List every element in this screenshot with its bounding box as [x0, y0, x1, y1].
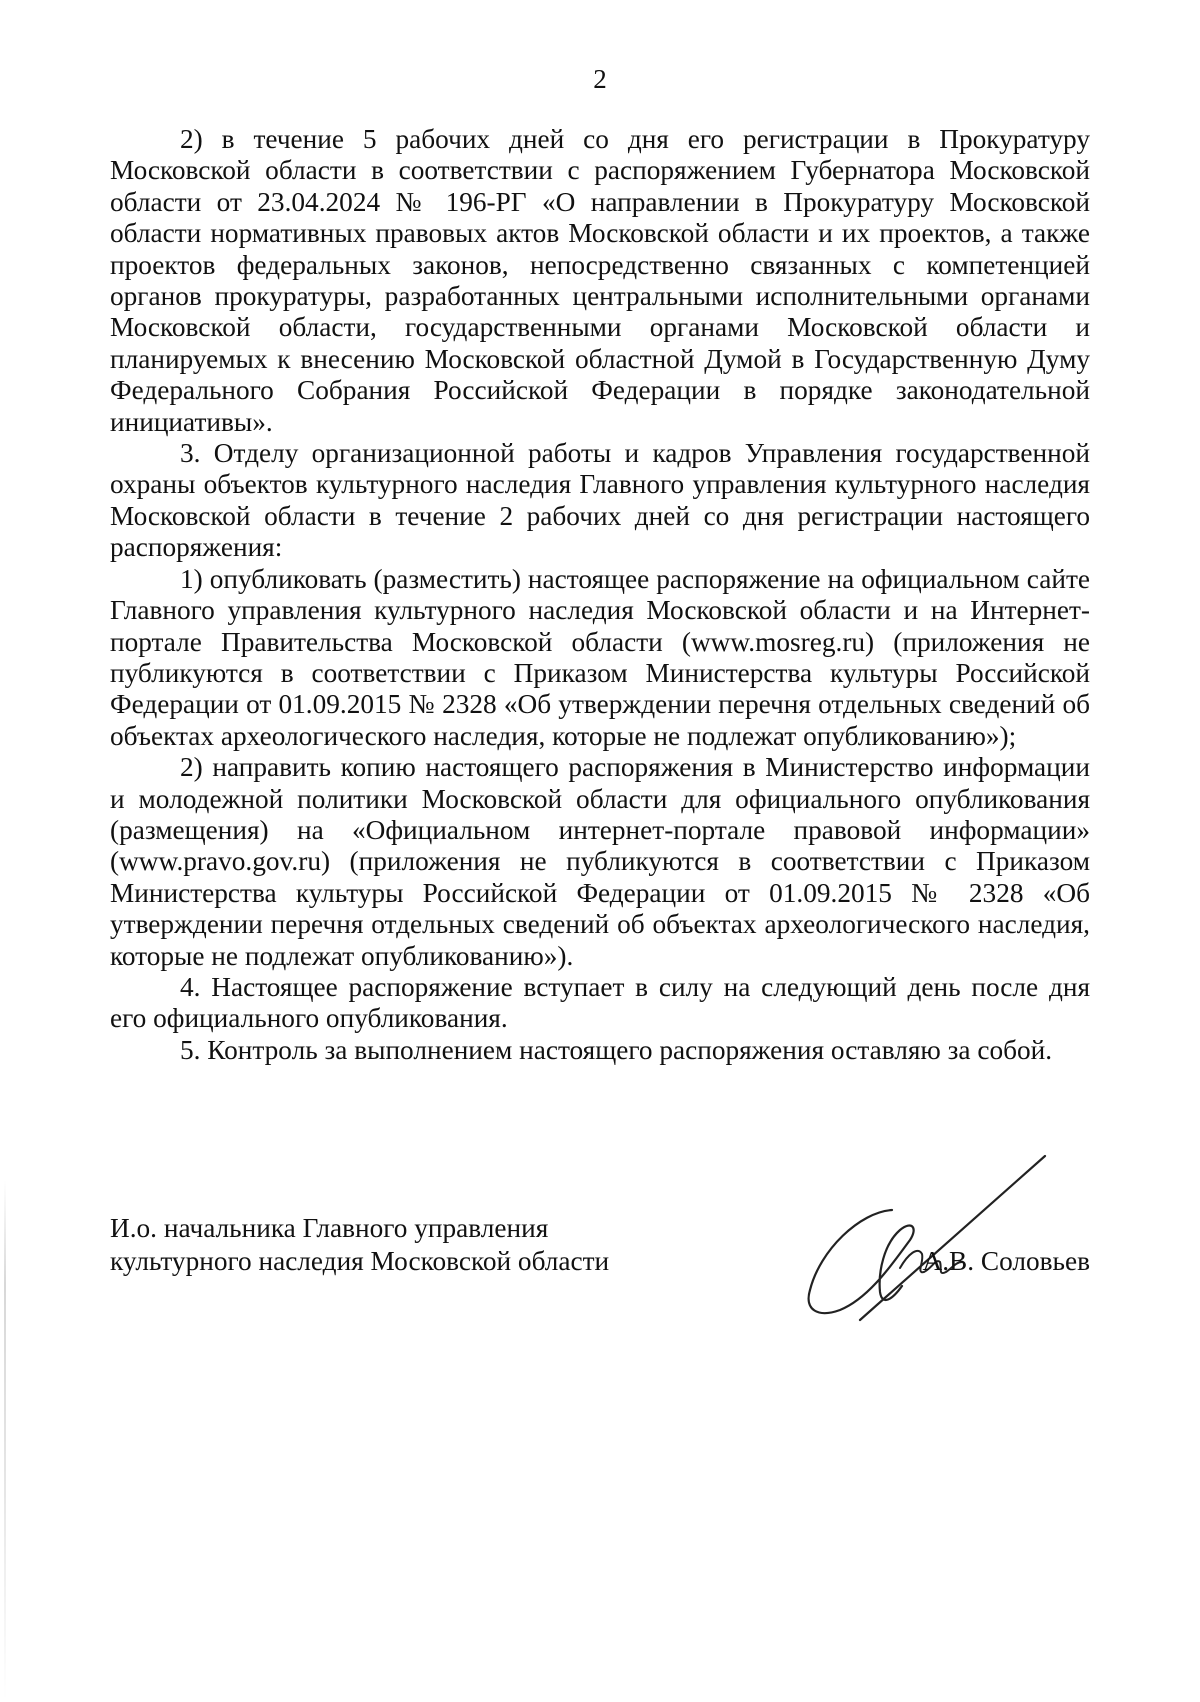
signer-position-line-2: культурного наследия Московской области	[110, 1246, 610, 1276]
paragraph-subitem-2-send-copy: 2) направить копию настоящего распоряжения в Министерство информации и молодежной политики Московской области для официального опубликования (размещения) на «Официальном интернет-портале правовой информации» (www.pravo.gov.ru) (приложения не публикуются в соответствии с Приказом Министерства культуры Российской Федерации от 01.09.2015 № 2328 «Об утверждении перечня отдельных сведений об объектах археологического наследия, которые не подлежат опубликованию»).	[110, 752, 1090, 971]
scan-edge-shadow	[4, 1180, 6, 1700]
page-number: 2	[593, 64, 607, 94]
paragraph-item-3-department: 3. Отделу организационной работы и кадров Управления государственной охраны объектов культурного наследия Главного управления культурного наследия Московской области в течение 2 рабочих дней со дня регистрации настоящего распоряжения:	[110, 438, 1090, 563]
signer-position	[110, 1212, 609, 1278]
signer-name: А.В. Соловьев	[922, 1246, 1090, 1276]
paragraph-item-4-effective: 4. Настоящее распоряжение вступает в силу на следующий день после дня его официального опубликования.	[110, 971, 1090, 1034]
paragraph-subitem-1-publish: 1) опубликовать (разместить) настоящее распоряжение на официальном сайте Главного управления культурного наследия Московской области и на Интернет-портале Правительства Московской области (www.mosreg.ru) (приложения не публикуются в соответствии с Приказом Министерства культуры Российской Федерации от 01.09.2015 № 2328 «Об утверждении перечня отдельных сведений об объектах археологического наследия, которые не подлежат опубликованию»);	[110, 563, 1090, 751]
paragraph-item-5-control: 5. Контроль за выполнением настоящего распоряжения оставляю за собой.	[180, 1034, 1053, 1065]
paragraph-item-2-prosecutor: 2) в течение 5 рабочих дней со дня его регистрации в Прокуратуру Московской области в соответствии с распоряжением Губернатора Московской области от 23.04.2024 № 196-РГ «О направлении в Прокуратуру Московской области нормативных правовых актов Московской области и их проектов, а также проектов федеральных законов, непосредственно связанных с компетенцией органов прокуратуры, разработанных центральными исполнительными органами Московской области, государственными органами Московской области и планируемых к внесению Московской областной Думой в Государственную Думу Федерального Собрания Российской Федерации в порядке законодательной инициативы».	[110, 124, 1090, 437]
handwritten-signature	[800, 1150, 1060, 1330]
signer-position-line-1: И.о. начальника Главного управления	[110, 1213, 549, 1243]
document-body	[110, 124, 1090, 1066]
